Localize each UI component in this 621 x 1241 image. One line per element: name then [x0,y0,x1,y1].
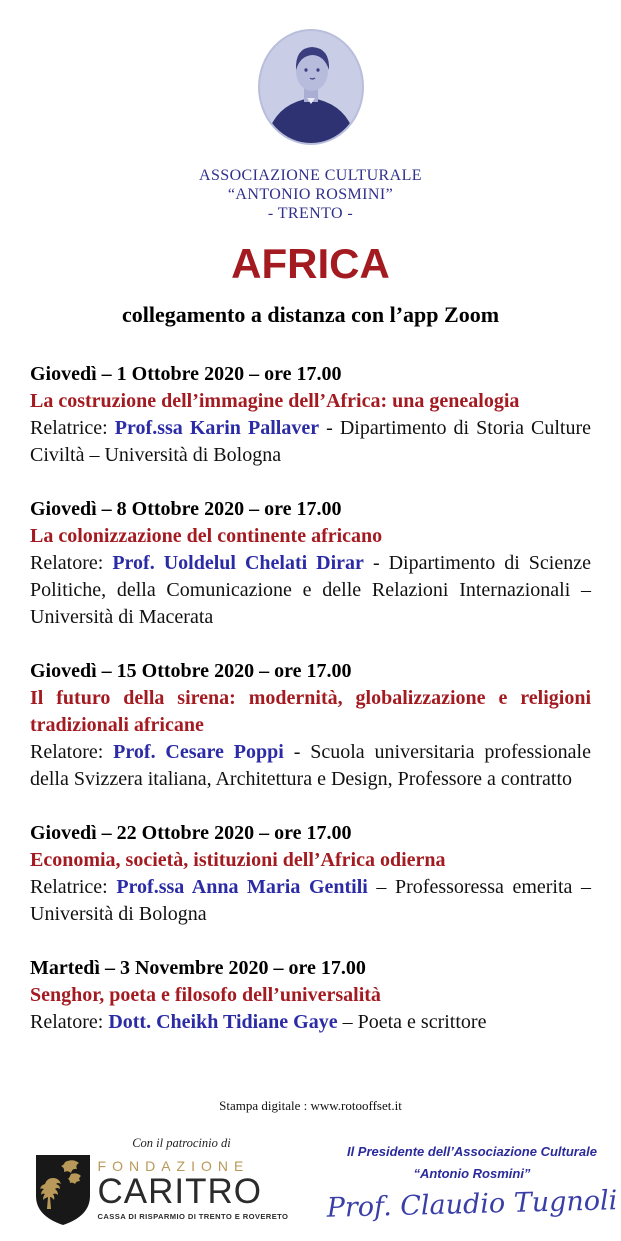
association-line3: - TRENTO - [267,205,354,222]
speaker-affiliation: - Scuola universitaria professionale della Svizzera italiana, Architettura e Design, Professore a contratto [30,741,591,790]
speaker-role: Relatore: [30,552,113,574]
event-date: Martedì – 3 Novembre 2020 – ore 17.00 [30,957,366,979]
speaker-affiliation: – Poeta e scrittore [337,1011,487,1033]
event-date: Giovedì – 22 Ottobre 2020 – ore 17.00 [30,822,352,844]
event-speaker-line [30,1009,591,1036]
event-3 [30,658,591,793]
association-header [0,166,621,223]
rosmini-portrait-image [255,28,367,146]
speaker-role: Relatrice: [30,876,117,898]
speaker-affiliation: - Dipartimento di Storia Culture Civiltà – Università di Bologna [30,417,592,466]
event-1 [30,361,591,469]
president-line2: “Antonio Rosmini” [413,1166,531,1181]
event-date: Giovedì – 1 Ottobre 2020 – ore 17.00 [30,363,342,385]
event-speaker-line [30,415,591,469]
rosmini-portrait [255,28,367,146]
print-note: Stampa digitale : www.rotooffset.it [219,1098,402,1113]
event-date: Giovedì – 15 Ottobre 2020 – ore 17.00 [30,660,352,682]
event-list [30,361,591,1036]
speaker-role: Relatore: [30,741,114,763]
president-signature: Prof. Claudio Tugnoli [326,1185,618,1224]
event-topic: La colonizzazione del continente africano [30,525,383,547]
speaker-affiliation: – Professoressa emerita – Università di Bologna [30,876,591,925]
event-topic: Senghor, poeta e filosofo dell’universalità [30,984,381,1006]
speaker-affiliation: - Dipartimento di Scienze Politiche, della Comunicazione e delle Relazioni Internazionali – Università di Macerata [30,552,591,628]
association-line1: ASSOCIAZIONE CULTURALE [199,167,422,184]
event-speaker-line [30,874,591,928]
caritro-tagline: CASSA DI RISPARMIO DI TRENTO E ROVERETO [97,1212,289,1221]
fondazione-label: FONDAZIONE [97,1158,250,1174]
caritro-name: CARITRO [97,1172,263,1211]
president-line1: Il Presidente dell’Associazione Culturale [346,1144,597,1159]
speaker-name: Prof.ssa Anna Maria Gentili [116,876,368,898]
page-title: AFRICA [231,240,390,287]
caritro-wordmark [98,1154,289,1221]
event-topic: Economia, società, istituzioni dell’Africa odierna [30,849,446,871]
caritro-logo [0,1154,323,1226]
event-date: Giovedì – 8 Ottobre 2020 – ore 17.00 [30,498,342,520]
page-subtitle: collegamento a distanza con l’app Zoom [121,302,500,327]
footer [0,1136,621,1226]
speaker-role: Relatore: [30,1011,109,1033]
speaker-name: Prof. Uoldelul Chelati Dirar [112,552,364,574]
association-line2: “ANTONIO ROSMINI” [227,186,394,203]
event-speaker-line [30,739,591,793]
event-4 [30,820,591,928]
event-speaker-line [30,550,591,631]
speaker-name: Dott. Cheikh Tidiane Gaye [108,1011,338,1033]
event-5 [30,955,591,1036]
event-topic: La costruzione dell’immagine dell’Africa: una genealogia [30,390,520,412]
event-topic: Il futuro della sirena: modernità, globalizzazione e religioni tradizionali africane [30,687,591,736]
president-block [323,1136,621,1226]
event-2 [30,496,591,631]
speaker-name: Prof. Cesare Poppi [113,741,284,763]
speaker-role: Relatrice: [30,417,115,439]
speaker-name: Prof.ssa Karin Pallaver [114,417,320,439]
patronage-label: Con il patrocinio di [132,1136,231,1150]
caritro-block [0,1136,323,1226]
caritro-shield-icon [35,1154,91,1226]
